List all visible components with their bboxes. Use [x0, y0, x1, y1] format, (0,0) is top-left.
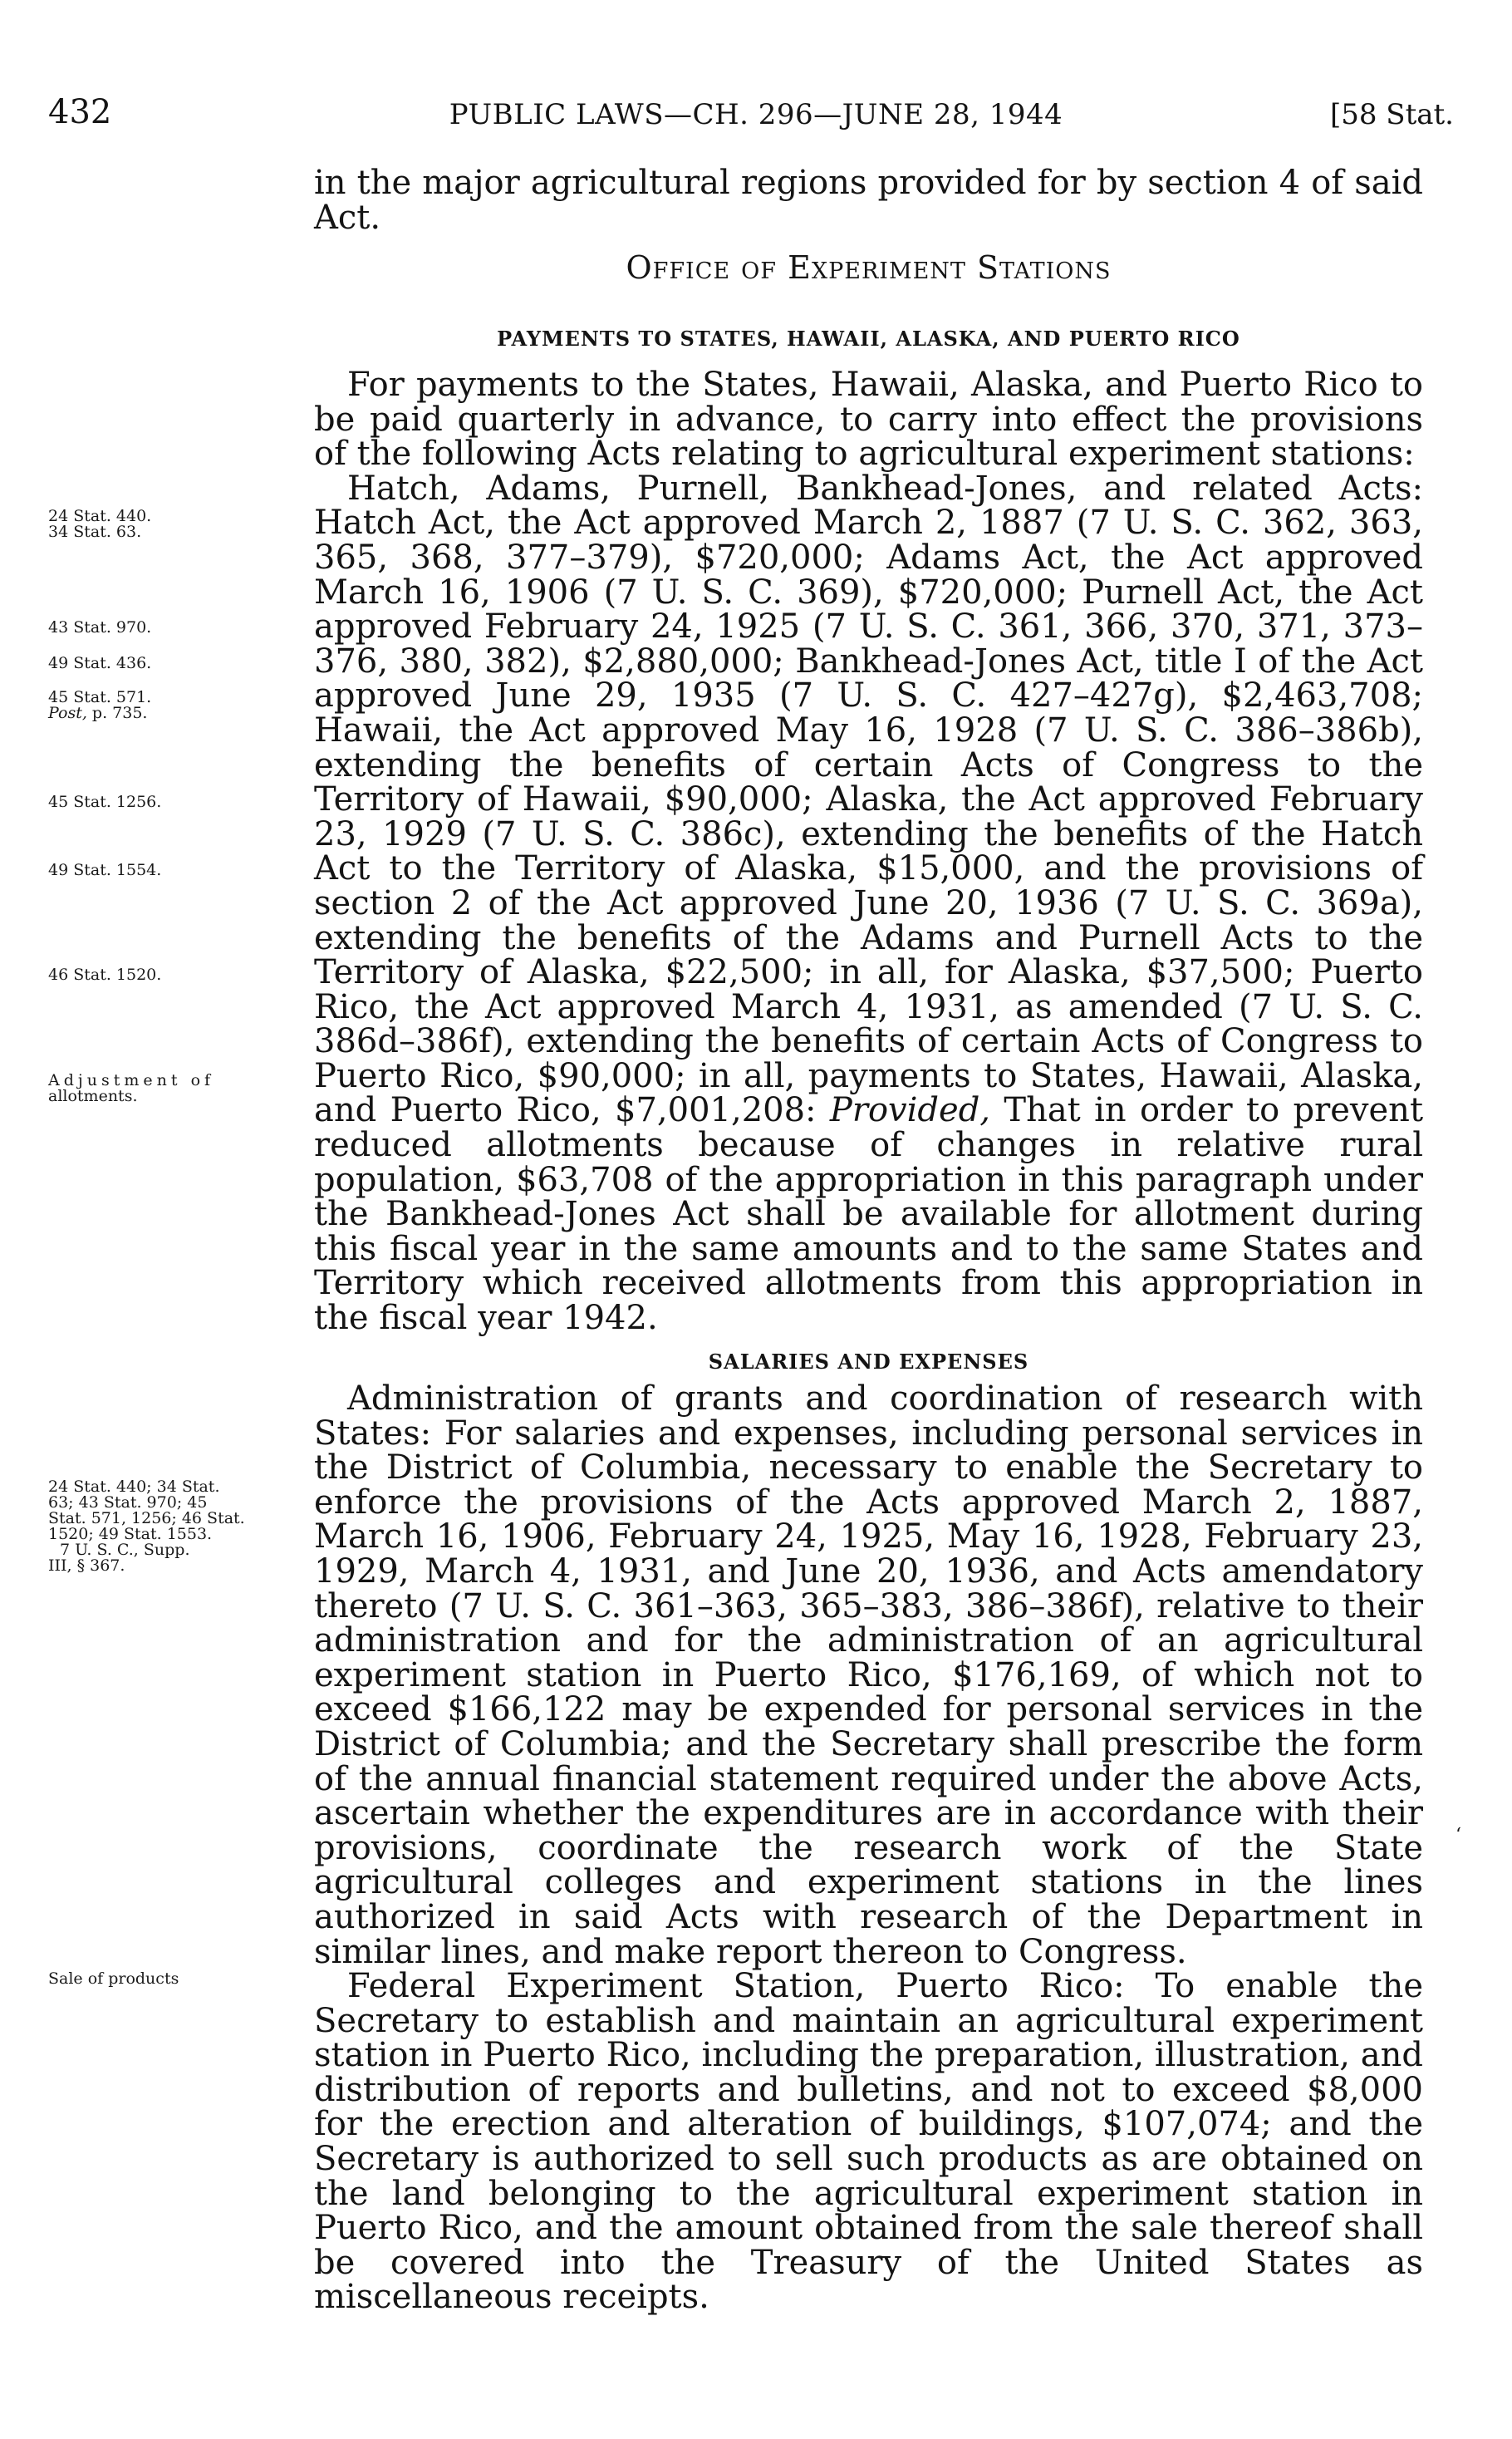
sidenote-line: allotments.: [48, 1087, 138, 1105]
office-heading: Office of Experiment Stations: [626, 249, 1112, 286]
payments-heading: PAYMENTS TO STATES, HAWAII, ALASKA, AND PUERTO RICO: [497, 327, 1240, 351]
sidenote-alaska: 45 Stat. 1256.: [48, 793, 162, 811]
sidenote-line: 24 Stat. 440; 34 Stat.: [48, 1478, 220, 1496]
sidenote-hawaii: [48, 690, 272, 721]
sidenote-line: 7 U. S. C., Supp.: [60, 1541, 190, 1559]
payments-text-a: Hatch, Adams, Purnell, Bankhead-Jones, and related Acts: Hatch Act, the Act approved March 2, 1887 (7 U. S. C. 362, 363, 365, 368, 377–379), $720,000; Adams Act, the Act approved March 16, 1906 (7 U. S. C. 369), $720,000; Purnell Act, the Act approved February 24, 1925 (7 U. S. C. 361, 366, 370, 371, 373–376, 380, 382), $2,880,000; Bankhead-Jones Act, title I of the Act approved June 29, 1935 (7 U. S. C. 427–427g), $2,463,708; Hawaii, the Act approved May 16, 1928 (7 U. S. C. 386–386b), extending the benefits of certain Acts of Congress to the Territory of Hawaii, $90,000; Alaska, the Act approved February 23, 1929 (7 U. S. C. 386c), extending the benefits of the Hatch Act to the Territory of Alaska, $15,000, and the provisions of section 2 of the Act approved June 20, 1936 (7 U. S. C. 369a), extending the benefits of the Adams and Purnell Acts to the Territory of Alaska, $22,500; in all, for Alaska, $37,500; Puerto Rico, the Act approved March 4, 1931, as amended (7 U. S. C. 386d–386f), extending the benefits of certain Acts of Congress to Puerto Rico, $90,000; in all, payments to States, Hawaii, Alaska, and Puerto Rico, $7,001,208:: [314, 469, 1423, 1130]
sidenote-line: Adjustment of: [48, 1071, 215, 1089]
provided-clause: Provided,: [829, 1091, 991, 1130]
sidenote-purnell: 49 Stat. 436.: [48, 654, 152, 672]
sidenote-line: 1520; 49 Stat. 1553.: [48, 1525, 213, 1543]
salaries-heading: SALARIES AND EXPENSES: [708, 1350, 1029, 1374]
sidenote-adams: 43 Stat. 970.: [48, 618, 152, 637]
sidenote-line: III, § 367.: [48, 1556, 125, 1575]
payments-text-b: That in order to prevent reduced allotments because of changes in relative rural population, $63,708 of the appropriation in this paragraph under the Bankhead-Jones Act shall be available for allotment during this fiscal year in the same amounts and to the same States and Territory which received allotments from this appropriation in the fiscal year 1942.: [314, 1091, 1424, 1338]
payments-paragraph-2: [314, 469, 1424, 1338]
sidenote-line: Stat. 571, 1256; 46 Stat.: [48, 1509, 245, 1527]
sidenote-sale-of-products: Sale of products: [48, 1969, 179, 1988]
sidenote-line: 24 Stat. 440.: [48, 507, 152, 525]
sidenote-alaska-2: 49 Stat. 1554.: [48, 861, 162, 879]
salaries-section: [314, 1379, 1423, 2317]
sidenote-line: 63; 43 Stat. 970; 45: [48, 1493, 208, 1512]
payments-paragraph-1: For payments to the States, Hawaii, Alaska, and Puerto Rico to be paid quarterly in advance, to carry into effect the provisions of the following Acts relating to agricultural experiment stations:: [314, 366, 1423, 474]
sidenote-puerto-rico: 46 Stat. 1520.: [48, 966, 162, 984]
intro-text: in the major agricultural regions provided for by section 4 of said Act.: [314, 164, 1423, 237]
sidenote-hatch: [48, 509, 272, 540]
margin-mark: ʻ: [1456, 1825, 1461, 1846]
payments-section: [314, 368, 1423, 1336]
sidenote-adjustment: [48, 1073, 272, 1104]
statute-reference: [58 Stat.: [1329, 98, 1454, 131]
running-title: PUBLIC LAWS—CH. 296—JUNE 28, 1944: [449, 98, 1063, 131]
sidenote-salaries: [48, 1479, 272, 1574]
salaries-paragraph-2: Federal Experiment Station, Puerto Rico: To enable the Secretary to establish and maintain an agricultural experiment station in Puerto Rico, including the preparation, illustration, and distribution of reports and bulletins, and not to exceed $8,000 for the erection and alteration of buildings, $107,074; and the Secretary is authorized to sell such products as are obtained on the land belonging to the agricultural experiment station in Puerto Rico, and the amount obtained from the sale thereof shall be covered into the Treasury of the United States as miscellaneous receipts.: [314, 1967, 1423, 2317]
sidenote-line: 45 Stat. 571.: [48, 688, 152, 706]
salaries-paragraph-1: Administration of grants and coordination of research with States: For salaries and expenses, including personal services in the District of Columbia, necessary to enable the Secretary to enforce the provisions of the Acts approved March 2, 1887, March 16, 1906, February 24, 1925, May 16, 1928, February 23, 1929, March 4, 1931, and June 20, 1936, and Acts amendatory thereto (7 U. S. C. 361–363, 365–383, 386–386f), relative to their administration and for the administration of an agricultural experiment station in Puerto Rico, $176,169, of which not to exceed $166,122 may be expended for personal services in the District of Columbia; and the Secretary shall prescribe the form of the annual financial statement required under the above Acts, ascertain whether the expenditures are in accordance with their provisions, coordinate the research work of the State agricultural colleges and experiment stations in the lines authorized in said Acts with research of the Department in similar lines, and make report thereon to Congress.: [314, 1379, 1423, 1971]
sidenote-line: 34 Stat. 63.: [48, 523, 142, 541]
page-reference: p. 735.: [86, 704, 148, 722]
sidenote-line: [48, 706, 272, 721]
post-reference: Post,: [48, 704, 87, 722]
intro-paragraph: [314, 166, 1423, 235]
page-number: 432: [48, 93, 112, 131]
